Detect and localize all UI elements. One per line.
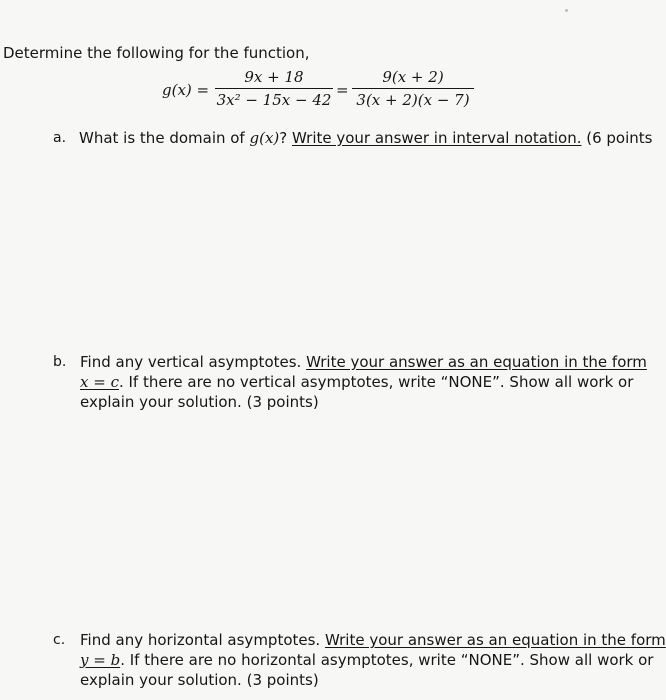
- question-a-math: g(x): [249, 129, 280, 147]
- question-a-marker: a.: [53, 130, 67, 146]
- intro-text: Determine the following for the function,: [3, 44, 310, 62]
- fraction-bar: [352, 88, 474, 89]
- question-c-line3: explain your solution. (3 points): [80, 671, 319, 689]
- function-lhs: g(x) =: [162, 81, 210, 99]
- decorative-dot: [565, 9, 568, 12]
- fraction-original-denominator: 3x² − 15x − 42: [216, 91, 332, 109]
- question-c-instruction: Write your answer as an equation in the form: [324, 631, 666, 649]
- question-b-instruction: Write your answer as an equation in the form: [306, 353, 647, 371]
- question-b-form: x = c: [80, 373, 119, 391]
- question-c-marker: c.: [53, 632, 66, 648]
- question-b-line3: explain your solution. (3 points): [80, 393, 319, 411]
- question-b-line1: [80, 352, 647, 372]
- question-a-prefix: What is the domain of: [79, 129, 250, 147]
- question-b-marker: b.: [53, 354, 67, 370]
- question-c-form: y = b: [80, 651, 121, 669]
- question-b-none-text: . If there are no vertical asymptotes, write “NONE”. Show all work or: [118, 373, 634, 391]
- fraction-factored: [352, 68, 474, 109]
- fraction-original-numerator: 9x + 18: [244, 68, 304, 86]
- question-c-line1: [80, 630, 666, 650]
- question-a-points: (6 points: [581, 129, 653, 147]
- question-c-none-text: . If there are no horizontal asymptotes, write “NONE”. Show all work or: [120, 651, 654, 669]
- question-b-line2: [80, 372, 633, 392]
- question-a-text: [79, 128, 652, 148]
- fraction-bar: [215, 88, 333, 89]
- question-b-prompt: Find any vertical asymptotes.: [80, 353, 307, 371]
- fraction-factored-numerator: 9(x + 2): [382, 68, 444, 86]
- fraction-factored-denominator: 3(x + 2)(x − 7): [356, 91, 470, 109]
- question-c-prompt: Find any horizontal asymptotes.: [80, 631, 325, 649]
- question-c-line2: [80, 650, 653, 670]
- question-a-instruction: Write your answer in interval notation.: [292, 129, 582, 147]
- equals-sign: =: [336, 81, 349, 99]
- question-a-qmark: ?: [279, 129, 292, 147]
- fraction-original: [215, 68, 333, 109]
